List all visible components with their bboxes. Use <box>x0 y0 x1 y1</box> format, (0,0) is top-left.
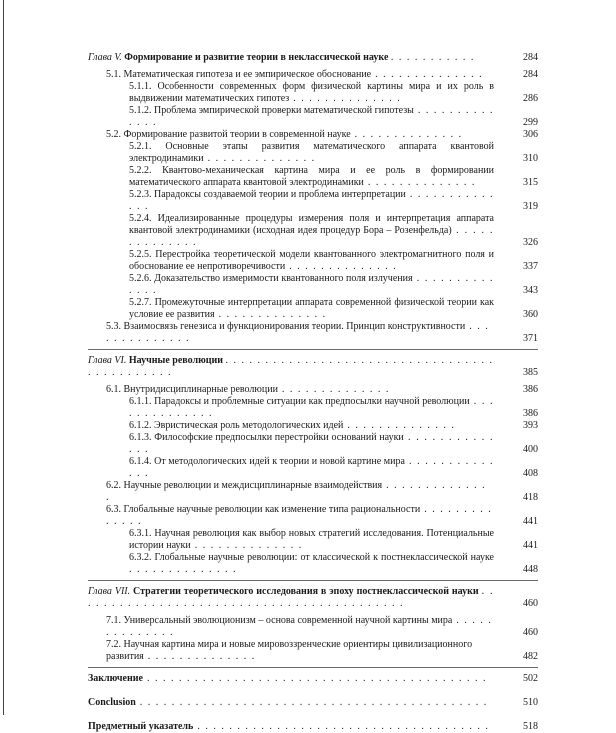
back-matter-entry[interactable]: Заключение . . . . . . . . . . . . . . . . . . . . . . . . . . . . . . . . . . . . . . . . . . . 502 <box>88 673 538 684</box>
toc-entry[interactable]: 5.1. Математическая гипотеза и ее эмпирическое обоснование . . . . . . . . . . . . . . 284 <box>106 69 538 80</box>
toc-entry-text: 5.1.2. Проблема эмпирической проверки математической гипотезы <box>129 105 414 116</box>
toc-entry-text: 5.2.1. Основные этапы развития математического аппарата квантовой электродинамики <box>129 141 494 164</box>
toc-entry-text: 6.1.1. Парадоксы и проблемные ситуации как предпосылки научной революции <box>129 396 470 407</box>
toc-entry[interactable]: 5.2.5. Перестройка теоретической модели квантованного электромагнитного поля и обоснование ее непротиворечивости . . . . . . . . . . . . . . 337 <box>129 249 538 272</box>
chapter-label: Глава V. <box>88 52 122 63</box>
chapter-label: Глава VII. <box>88 586 131 597</box>
page-number: 518 <box>523 721 538 732</box>
page-number: 306 <box>523 129 538 140</box>
chapter-7-items <box>88 615 538 663</box>
toc-entry[interactable]: 5.2.2. Квантово-механическая картина мира и ее роль в формировании математического аппарата квантовой электродинамики . . . . . . . . . . . . . . 315 <box>129 165 538 188</box>
chapter-title: Научные революции <box>128 355 224 366</box>
table-of-contents <box>88 52 538 733</box>
toc-entry-text: 5.3. Взаимосвязь генезиса и функционирования теории. Принцип конструктивности <box>106 321 466 332</box>
chapter-6-items <box>88 384 538 576</box>
page-number: 284 <box>523 69 538 80</box>
chapter-6-heading[interactable]: Глава VI. Научные революции . . . . . . . . . . . . . . . . . . . . . . . . . . . . . . . . . . . . . . . . . . . . . 385 <box>88 355 538 378</box>
toc-entry-text: 5.2.5. Перестройка теоретической модели квантованного электромагнитного поля и обоснование ее непротиворечивости <box>129 249 494 272</box>
page-number: 319 <box>523 201 538 212</box>
toc-entry-text: 6.1. Внутридисциплинарные революции <box>106 384 278 395</box>
page-number: 400 <box>523 444 538 455</box>
toc-entry[interactable]: 6.3.1. Научная революция как выбор новых стратегий исследования. Потенциальные истории науки . . . . . . . . . . . . . . 441 <box>129 528 538 551</box>
page-number: 286 <box>523 93 538 104</box>
page-number: 360 <box>523 309 538 320</box>
chapter-label: Глава VI. <box>88 355 127 366</box>
toc-entry[interactable]: 5.2.1. Основные этапы развития математического аппарата квантовой электродинамики . . . . . . . . . . . . . . 310 <box>129 141 538 164</box>
chapter-title: Формирование и развитие теории в неклассической науке <box>124 52 389 63</box>
page-number: 337 <box>523 261 538 272</box>
toc-entry[interactable]: 6.2. Научные революции и междисциплинарные взаимодействия . . . . . . . . . . . . . . 418 <box>106 480 538 503</box>
toc-entry[interactable]: 6.3. Глобальные научные революции как изменение типа рациональности . . . . . . . . . . . . . . 441 <box>106 504 538 527</box>
toc-entry-text: 5.2.4. Идеализированные процедуры измерения поля и интерпретация аппарата квантовой электродинамики (исходная идея процедур Бора – Розенфельда) <box>129 213 494 236</box>
page-number: 460 <box>523 627 538 638</box>
page-number: 510 <box>523 697 538 708</box>
page-number: 441 <box>523 516 538 527</box>
page-number: 482 <box>523 651 538 662</box>
toc-entry[interactable]: 5.2.6. Доказательство измеримости квантованного поля излучения . . . . . . . . . . . . . . 343 <box>129 273 538 296</box>
page-number: 408 <box>523 468 538 479</box>
toc-entry-text: 6.2. Научные революции и междисциплинарные взаимодействия <box>106 480 383 491</box>
toc-entry[interactable]: 6.1.2. Эвристическая роль методологических идей . . . . . . . . . . . . . . 393 <box>129 420 538 431</box>
toc-entry[interactable]: 6.3.2. Глобальные научные революции: от классической к постнеклассической науке . . . . . . . . . . . . . . 448 <box>129 552 538 575</box>
toc-entry[interactable]: 6.1.3. Философские предпосылки перестройки оснований науки . . . . . . . . . . . . . . 400 <box>129 432 538 455</box>
toc-entry-text: 5.1. Математическая гипотеза и ее эмпирическое обоснование <box>106 69 372 80</box>
toc-entry-text: 5.2.3. Парадоксы создаваемой теории и проблема интерпретации <box>129 189 406 200</box>
toc-entry-text: 5.2.7. Промежуточные интерпретации аппарата современной физической теории как условие ее развития <box>129 297 494 320</box>
separator-line <box>88 667 538 668</box>
toc-entry-text: 7.1. Универсальный эволюционизм – основа современной научной картины мира <box>106 615 453 626</box>
back-matter-title: Предметный указатель <box>88 721 194 732</box>
page-left-edge <box>3 0 4 715</box>
toc-entry-text: 5.2.2. Квантово-механическая картина мира и ее роль в формировании математического аппарата квантовой электродинамики <box>129 165 494 188</box>
page-number: 448 <box>523 564 538 575</box>
toc-entry[interactable]: 5.3. Взаимосвязь генезиса и функционирования теории. Принцип конструктивности . . . . . . . . . . . . . . 371 <box>106 321 538 344</box>
chapter-7-heading[interactable]: Глава VII. Стратегии теоретического исследования в эпоху постнеклассической науки . . . . . . . . . . . . . . . . . . . . . . . . . . . . . . . . . . . . . . . . . . 460 <box>88 586 538 609</box>
back-matter-title: Conclusion <box>88 697 136 708</box>
toc-entry-text: 6.1.2. Эвристическая роль методологических идей <box>129 420 344 431</box>
back-matter-entry[interactable]: Conclusion . . . . . . . . . . . . . . . . . . . . . . . . . . . . . . . . . . . . . . . . . . . . 510 <box>88 697 538 708</box>
chapter-5-heading[interactable]: Глава V. Формирование и развитие теории в неклассической науке . . . . . . . . . . . 284 <box>88 52 538 63</box>
toc-entry-text: 6.3.1. Научная революция как выбор новых стратегий исследования. Потенциальные истории науки <box>129 528 494 551</box>
back-matter <box>88 673 538 733</box>
chapter-5-items <box>88 69 538 345</box>
toc-entry[interactable]: 6.1. Внутридисциплинарные революции . . . . . . . . . . . . . . 386 <box>106 384 538 395</box>
toc-entry-text: 7.2. Научная картина мира и новые мировоззренческие ориентиры цивилизационного развития <box>106 639 473 662</box>
page-number: 310 <box>523 153 538 164</box>
page-number: 393 <box>523 420 538 431</box>
toc-entry[interactable]: 5.2.7. Промежуточные интерпретации аппарата современной физической теории как условие ее развития . . . . . . . . . . . . . . 360 <box>129 297 538 320</box>
separator-line <box>88 349 538 350</box>
toc-entry[interactable]: 5.2.4. Идеализированные процедуры измерения поля и интерпретация аппарата квантовой электродинамики (исходная идея процедур Бора – Розенфельда) . . . . . . . . . . . . . . 326 <box>129 213 538 248</box>
page-number: 386 <box>523 384 538 395</box>
toc-entry[interactable]: 7.2. Научная картина мира и новые мировоззренческие ориентиры цивилизационного развития . . . . . . . . . . . . . . 482 <box>106 639 538 662</box>
separator-line <box>88 580 538 581</box>
page-number: 502 <box>523 673 538 684</box>
page-number: 441 <box>523 540 538 551</box>
chapter-title: Стратегии теоретического исследования в эпоху постнеклассической науки <box>133 586 479 597</box>
toc-entry[interactable]: 6.1.4. От методологических идей к теории и новой картине мира . . . . . . . . . . . . . . 408 <box>129 456 538 479</box>
toc-entry[interactable]: 5.2. Формирование развитой теории в современной науке . . . . . . . . . . . . . . 306 <box>106 129 538 140</box>
toc-entry-text: 5.2. Формирование развитой теории в современной науке <box>106 129 351 140</box>
toc-entry[interactable]: 5.2.3. Парадоксы создаваемой теории и проблема интерпретации . . . . . . . . . . . . . . 319 <box>129 189 538 212</box>
toc-entry-text: 5.1.1. Особенности современных форм физической картины мира и их роль в выдвижении математических гипотез <box>129 81 494 104</box>
page-number: 371 <box>523 333 538 344</box>
toc-entry-text: 6.1.4. От методологических идей к теории и новой картине мира <box>129 456 405 467</box>
toc-entry[interactable]: 7.1. Универсальный эволюционизм – основа современной научной картины мира . . . . . . . . . . . . . . 460 <box>106 615 538 638</box>
page-number: 326 <box>523 237 538 248</box>
toc-entry-text: 6.1.3. Философские предпосылки перестройки оснований науки <box>129 432 404 443</box>
page-number: 460 <box>523 598 538 609</box>
page-number: 343 <box>523 285 538 296</box>
toc-entry[interactable]: 5.1.2. Проблема эмпирической проверки математической гипотезы . . . . . . . . . . . . . . 299 <box>129 105 538 128</box>
back-matter-title: Заключение <box>88 673 143 684</box>
page-number: 299 <box>523 117 538 128</box>
toc-entry[interactable]: 5.1.1. Особенности современных форм физической картины мира и их роль в выдвижении математических гипотез . . . . . . . . . . . . . . 286 <box>129 81 538 104</box>
back-matter-entry[interactable]: Предметный указатель . . . . . . . . . . . . . . . . . . . . . . . . . . . . . . . . . . . . . 518 <box>88 721 538 732</box>
page-number: 385 <box>523 367 538 378</box>
toc-entry-text: 6.3. Глобальные научные революции как изменение типа рациональности <box>106 504 421 515</box>
page-number: 315 <box>523 177 538 188</box>
toc-entry-text: 6.3.2. Глобальные научные революции: от классической к постнеклассической науке <box>129 552 494 563</box>
toc-entry[interactable]: 6.1.1. Парадоксы и проблемные ситуации как предпосылки научной революции . . . . . . . . . . . . . . 386 <box>129 396 538 419</box>
toc-entry-text: 5.2.6. Доказательство измеримости квантованного поля излучения <box>129 273 413 284</box>
page-number: 284 <box>523 52 538 63</box>
page-number: 418 <box>523 492 538 503</box>
page-number: 386 <box>523 408 538 419</box>
